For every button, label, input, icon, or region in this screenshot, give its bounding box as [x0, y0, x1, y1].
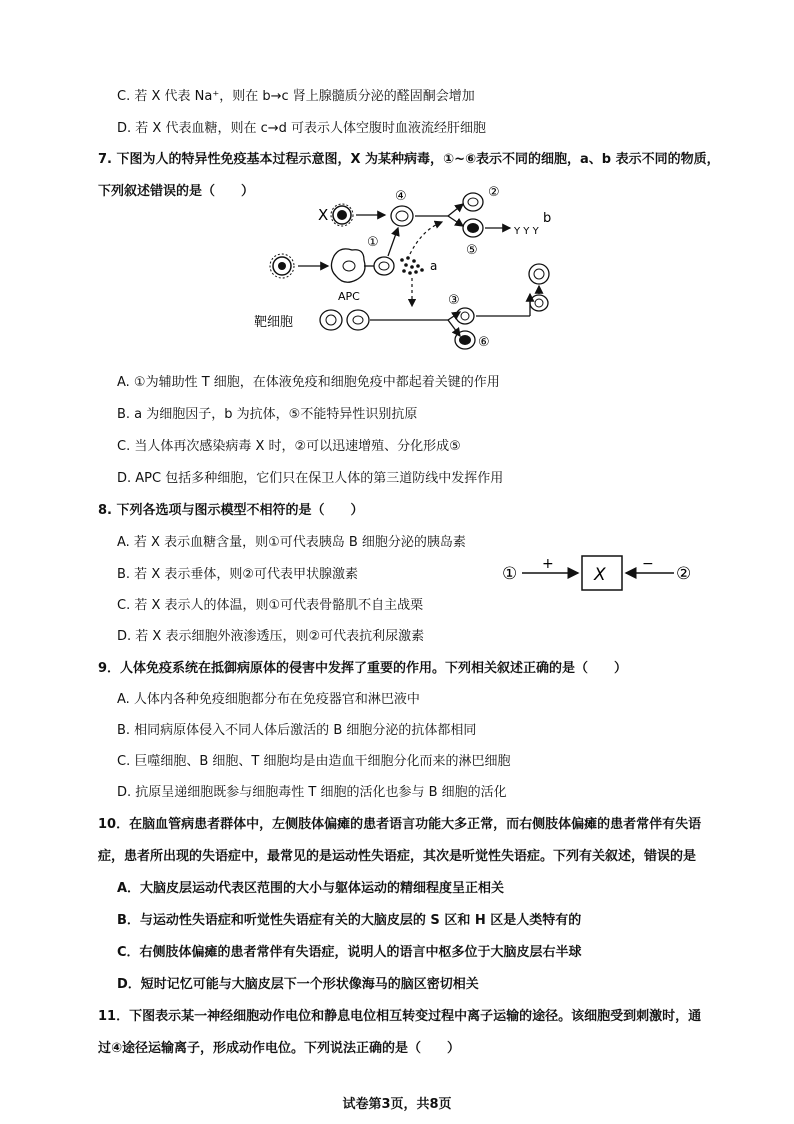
- apc-cell: [331, 249, 365, 282]
- virus-x-label: X: [318, 206, 329, 224]
- q9-stem: 9．人体免疫系统在抵御病原体的侵害中发挥了重要的作用。下列相关叙述正确的是（ ）: [98, 661, 628, 676]
- q10-option-d: D．短时记忆可能与大脑皮层下一个形状像海马的脑区密切相关: [117, 977, 479, 992]
- cell-4-label: ④: [395, 189, 407, 204]
- q9-option-c: C. 巨噬细胞、B 细胞、T 细胞均是由造血干细胞分化而来的淋巴细胞: [117, 754, 511, 769]
- cytotoxic-t-cell-6: [455, 331, 475, 349]
- model-plus-sign: +: [542, 556, 554, 572]
- q7-option-a: A. ①为辅助性 T 细胞，在体液免疫和细胞免疫中都起着关键的作用: [117, 375, 500, 390]
- pathogen-icon: [270, 254, 294, 278]
- target-cell: [320, 310, 342, 330]
- q11-stem-line2: 过④途径运输离子，形成动作电位。下列说法正确的是（ ）: [98, 1041, 461, 1056]
- memory-cell-2: [463, 193, 483, 211]
- cell-2-label: ②: [488, 185, 500, 200]
- q6-option-d: D. 若 X 代表血糖，则在 c→d 可表示人体空腹时血液流经肝细胞: [117, 121, 487, 136]
- page-footer: 试卷第3页，共8页: [342, 1097, 452, 1112]
- q10-option-a: A．大脑皮层运动代表区范围的大小与躯体运动的精细程度呈正相关: [117, 881, 505, 896]
- target-cell-label: 靶细胞: [254, 315, 294, 330]
- plasma-cell-5: [463, 219, 483, 237]
- model-x-label: X: [594, 565, 606, 585]
- model-input-1: ①: [502, 564, 518, 584]
- cytotoxic-t-cell: [347, 310, 369, 330]
- q10-option-b: B．与运动性失语症和听觉性失语症有关的大脑皮层的 S 区和 H 区是人类特有的: [117, 913, 582, 928]
- q9-option-d: D. 抗原呈递细胞既参与细胞毒性 T 细胞的活化也参与 B 细胞的活化: [117, 785, 507, 800]
- q9-option-a: A. 人体内各种免疫细胞都分布在免疫器官和淋巴液中: [117, 692, 420, 707]
- antibody-symbols: Y Y Y: [514, 226, 539, 237]
- cell-6-label: ⑥: [478, 335, 490, 350]
- cell-3-label: ③: [448, 293, 460, 308]
- q6-option-c: C. 若 X 代表 Na⁺，则在 b→c 肾上腺髓质分泌的醛固酮会增加: [117, 89, 475, 104]
- q7-stem-line1: 7. 下图为人的特异性免疫基本过程示意图，X 为某种病毒，①~⑥表示不同的细胞，a、b 表示不同的物质，: [98, 152, 720, 167]
- memory-t-cell-3: [456, 308, 474, 324]
- q7-option-b: B. a 为细胞因子，b 为抗体，⑤不能特异性识别抗原: [117, 407, 418, 422]
- q8-option-a: A. 若 X 表示血糖含量，则①可代表胰岛 B 细胞分泌的胰岛素: [117, 535, 466, 550]
- q9-option-b: B. 相同病原体侵入不同人体后激活的 B 细胞分泌的抗体都相同: [117, 723, 477, 738]
- q8-stem: 8. 下列各选项与图示模型不相符的是（ ）: [98, 503, 364, 518]
- memory-t-cell-right: [530, 295, 548, 311]
- virus-icon: [331, 204, 353, 226]
- model-minus-sign: −: [642, 556, 654, 572]
- q11-stem-line1: 11．下图表示某一神经细胞动作电位和静息电位相互转变过程中离子运输的途径。该细胞受到刺激时，通: [98, 1009, 702, 1024]
- apc-label: APC: [338, 290, 360, 303]
- cell-5-label: ⑤: [466, 243, 478, 258]
- q10-option-c: C．右侧肢体偏瘫的患者常伴有失语症，说明人的语言中枢多位于大脑皮层右半球: [117, 945, 582, 960]
- memory-cell-4: [391, 206, 413, 226]
- q8-option-b: B. 若 X 表示垂体，则②可代表甲状腺激素: [117, 567, 359, 582]
- q7-stem-line2: 下列叙述错误的是（ ）: [98, 184, 255, 199]
- regulation-model-diagram: [500, 552, 700, 592]
- substance-a-label: a: [430, 259, 438, 273]
- helper-t-cell-1: [374, 257, 394, 275]
- q7-option-d: D. APC 包括多种细胞，它们只在保卫人体的第三道防线中发挥作用: [117, 471, 504, 486]
- q8-option-c: C. 若 X 表示人的体温，则①可代表骨骼肌不自主战栗: [117, 598, 424, 613]
- q10-stem-line2: 症，患者所出现的失语症中，最常见的是运动性失语症，其次是听觉性失语症。下列有关叙述，错误的是: [98, 849, 697, 864]
- immune-process-diagram: [254, 178, 580, 358]
- cell-1-label: ①: [367, 235, 379, 250]
- cytokine-dots: [400, 256, 424, 275]
- substance-b-label: b: [543, 211, 552, 226]
- activated-t-cell-right: [529, 264, 549, 284]
- q8-option-d: D. 若 X 表示细胞外液渗透压，则②可代表抗利尿激素: [117, 629, 425, 644]
- q10-stem-line1: 10．在脑血管病患者群体中，左侧肢体偏瘫的患者语言功能大多正常，而右侧肢体偏瘫的患者常伴有失语: [98, 817, 702, 832]
- model-input-2: ②: [676, 564, 692, 584]
- q7-option-c: C. 当人体再次感染病毒 X 时，②可以迅速增殖、分化形成⑤: [117, 439, 461, 454]
